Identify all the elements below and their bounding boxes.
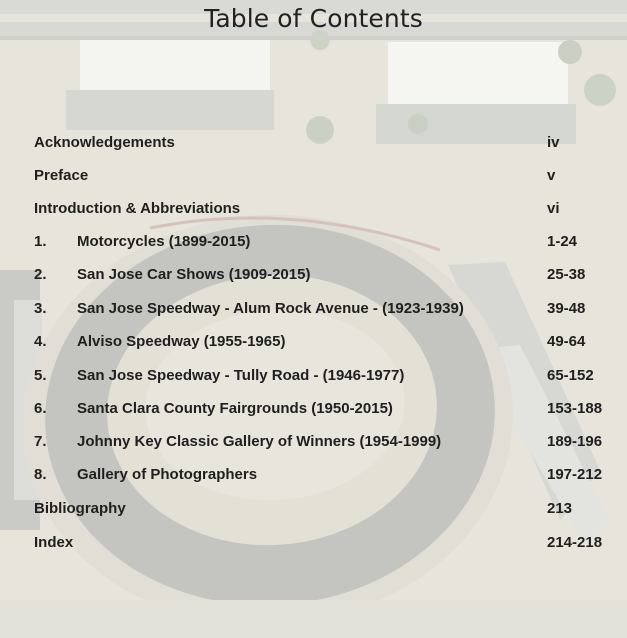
toc-chapter-label: Santa Clara County Fairgrounds (1950-2015) (77, 400, 393, 417)
toc-chapter-number: 7. (34, 433, 47, 450)
toc-entry-label: Preface (34, 167, 89, 184)
toc-chapter-5[interactable] (0, 365, 627, 387)
toc-entry-acknowledgements[interactable] (0, 132, 627, 154)
toc-entry-label: Bibliography (34, 500, 126, 517)
toc-chapter-6[interactable] (0, 398, 627, 420)
toc-entry-page: iv (547, 134, 560, 151)
toc-chapter-number: 1. (34, 233, 47, 250)
toc-chapter-label: San Jose Car Shows (1909-2015) (77, 266, 311, 283)
toc-chapter-8[interactable] (0, 464, 627, 486)
toc-chapter-number: 8. (34, 466, 47, 483)
toc-chapter-1[interactable] (0, 231, 627, 253)
toc-entry-index[interactable] (0, 532, 627, 554)
toc-entry-label: Acknowledgements (34, 134, 175, 151)
toc-chapter-3[interactable] (0, 298, 627, 320)
toc-chapter-number: 5. (34, 367, 47, 384)
toc-entry-page: 214-218 (547, 534, 603, 551)
toc-chapter-label: Motorcycles (1899-2015) (77, 233, 251, 250)
toc-chapter-page: 65-152 (547, 367, 594, 384)
toc-entry-label: Index (34, 534, 74, 551)
page-title: Table of Contents (204, 4, 423, 33)
toc-entry-page: 213 (547, 500, 573, 517)
toc-chapter-page: 25-38 (547, 266, 586, 283)
toc-chapter-page: 39-48 (547, 300, 586, 317)
toc-entry-page: vi (547, 200, 560, 217)
toc-chapter-number: 6. (34, 400, 47, 417)
toc-chapter-number: 4. (34, 333, 47, 350)
toc-chapter-number: 3. (34, 300, 47, 317)
toc-entry-preface[interactable] (0, 165, 627, 187)
toc-chapter-page: 1-24 (547, 233, 578, 250)
toc-entry-page: v (547, 167, 556, 184)
toc-chapter-label: San Jose Speedway - Tully Road - (1946-1977) (77, 367, 405, 384)
toc-chapter-page: 153-188 (547, 400, 603, 417)
toc-entry-introduction[interactable] (0, 198, 627, 220)
toc-chapter-page: 197-212 (547, 466, 603, 483)
toc-chapter-2[interactable] (0, 264, 627, 286)
toc-chapter-page: 189-196 (547, 433, 603, 450)
toc-entry-label: Introduction & Abbreviations (34, 200, 241, 217)
toc-entry-bibliography[interactable] (0, 498, 627, 520)
toc-chapter-label: Johnny Key Classic Gallery of Winners (1954-1999) (77, 433, 442, 450)
toc-chapter-page: 49-64 (547, 333, 586, 350)
toc-chapter-label: Gallery of Photographers (77, 466, 258, 483)
toc-chapter-7[interactable] (0, 431, 627, 453)
toc-chapter-label: San Jose Speedway - Alum Rock Avenue - (1923-1939) (77, 300, 464, 317)
toc-chapter-number: 2. (34, 266, 47, 283)
toc-chapter-label: Alviso Speedway (1955-1965) (77, 333, 286, 350)
toc-chapter-4[interactable] (0, 331, 627, 353)
